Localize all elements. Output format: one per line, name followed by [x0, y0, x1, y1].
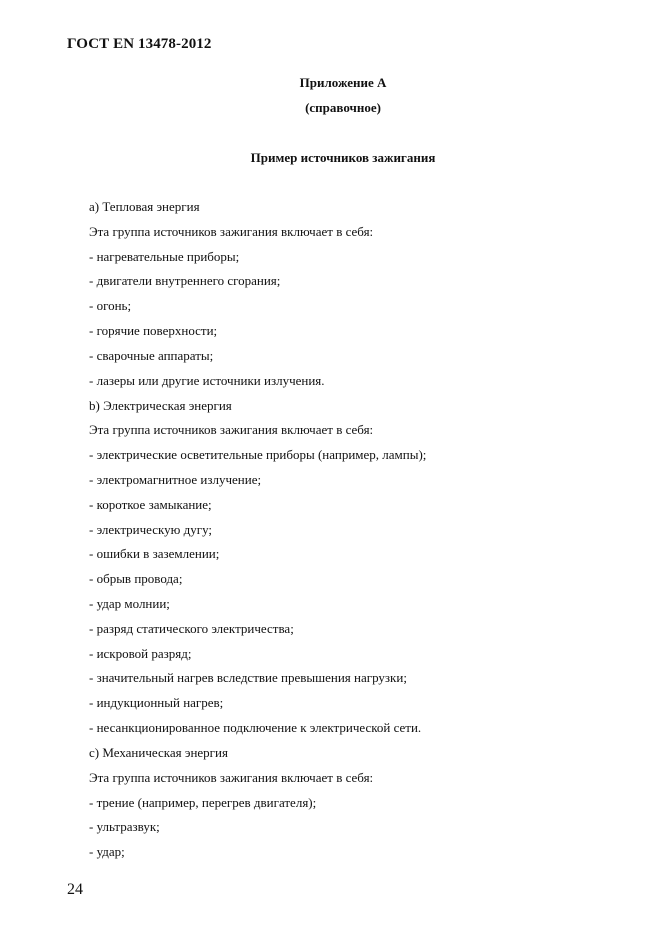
section-heading-electrical: b) Электрическая энергия	[89, 397, 232, 413]
list-item: - короткое замыкание;	[89, 496, 212, 512]
list-item: - ультразвук;	[89, 819, 160, 835]
appendix-subtitle: (справочное)	[305, 100, 381, 115]
list-item: - электрическую дугу;	[89, 521, 213, 537]
section-title: Пример источников зажигания	[250, 150, 436, 165]
list-item: - трение (например, перегрев двигателя);	[89, 794, 317, 810]
appendix-title: Приложение А	[299, 75, 387, 90]
list-intro: Эта группа источников зажигания включает в себя:	[89, 769, 374, 785]
list-item: - двигатели внутреннего сгорания;	[89, 273, 281, 289]
list-item: - горячие поверхности;	[89, 323, 218, 339]
list-item: - несанкционированное подключение к электрической сети.	[89, 720, 422, 736]
list-item: - значительный нагрев вследствие превышения нагрузки;	[89, 670, 407, 686]
document-header: ГОСТ EN 13478-2012	[67, 36, 212, 52]
list-intro: Эта группа источников зажигания включает в себя:	[89, 422, 374, 438]
list-item: - индукционный нагрев;	[89, 695, 224, 711]
list-intro: Эта группа источников зажигания включает в себя:	[89, 223, 374, 239]
list-item: - обрыв провода;	[89, 571, 183, 587]
list-item: - удар молнии;	[89, 596, 170, 611]
list-item: - разряд статического электричества;	[89, 620, 294, 636]
list-item: - огонь;	[89, 298, 132, 314]
list-item: - электрические осветительные приборы (например, лампы);	[89, 447, 427, 463]
list-item: - сварочные аппараты;	[89, 347, 214, 363]
list-item: - электромагнитное излучение;	[89, 471, 262, 487]
list-item: - искровой разряд;	[89, 645, 192, 661]
page-number: 24	[67, 881, 83, 898]
ignition-sources-list	[89, 196, 426, 866]
section-heading-thermal: а) Тепловая энергия	[89, 199, 200, 214]
list-item: - удар;	[89, 844, 125, 860]
list-item: - лазеры или другие источники излучения.	[89, 372, 325, 388]
list-item: - ошибки в заземлении;	[89, 546, 220, 562]
section-heading-mechanical: с) Механическая энергия	[89, 744, 228, 760]
list-item: - нагревательные приборы;	[89, 248, 240, 264]
